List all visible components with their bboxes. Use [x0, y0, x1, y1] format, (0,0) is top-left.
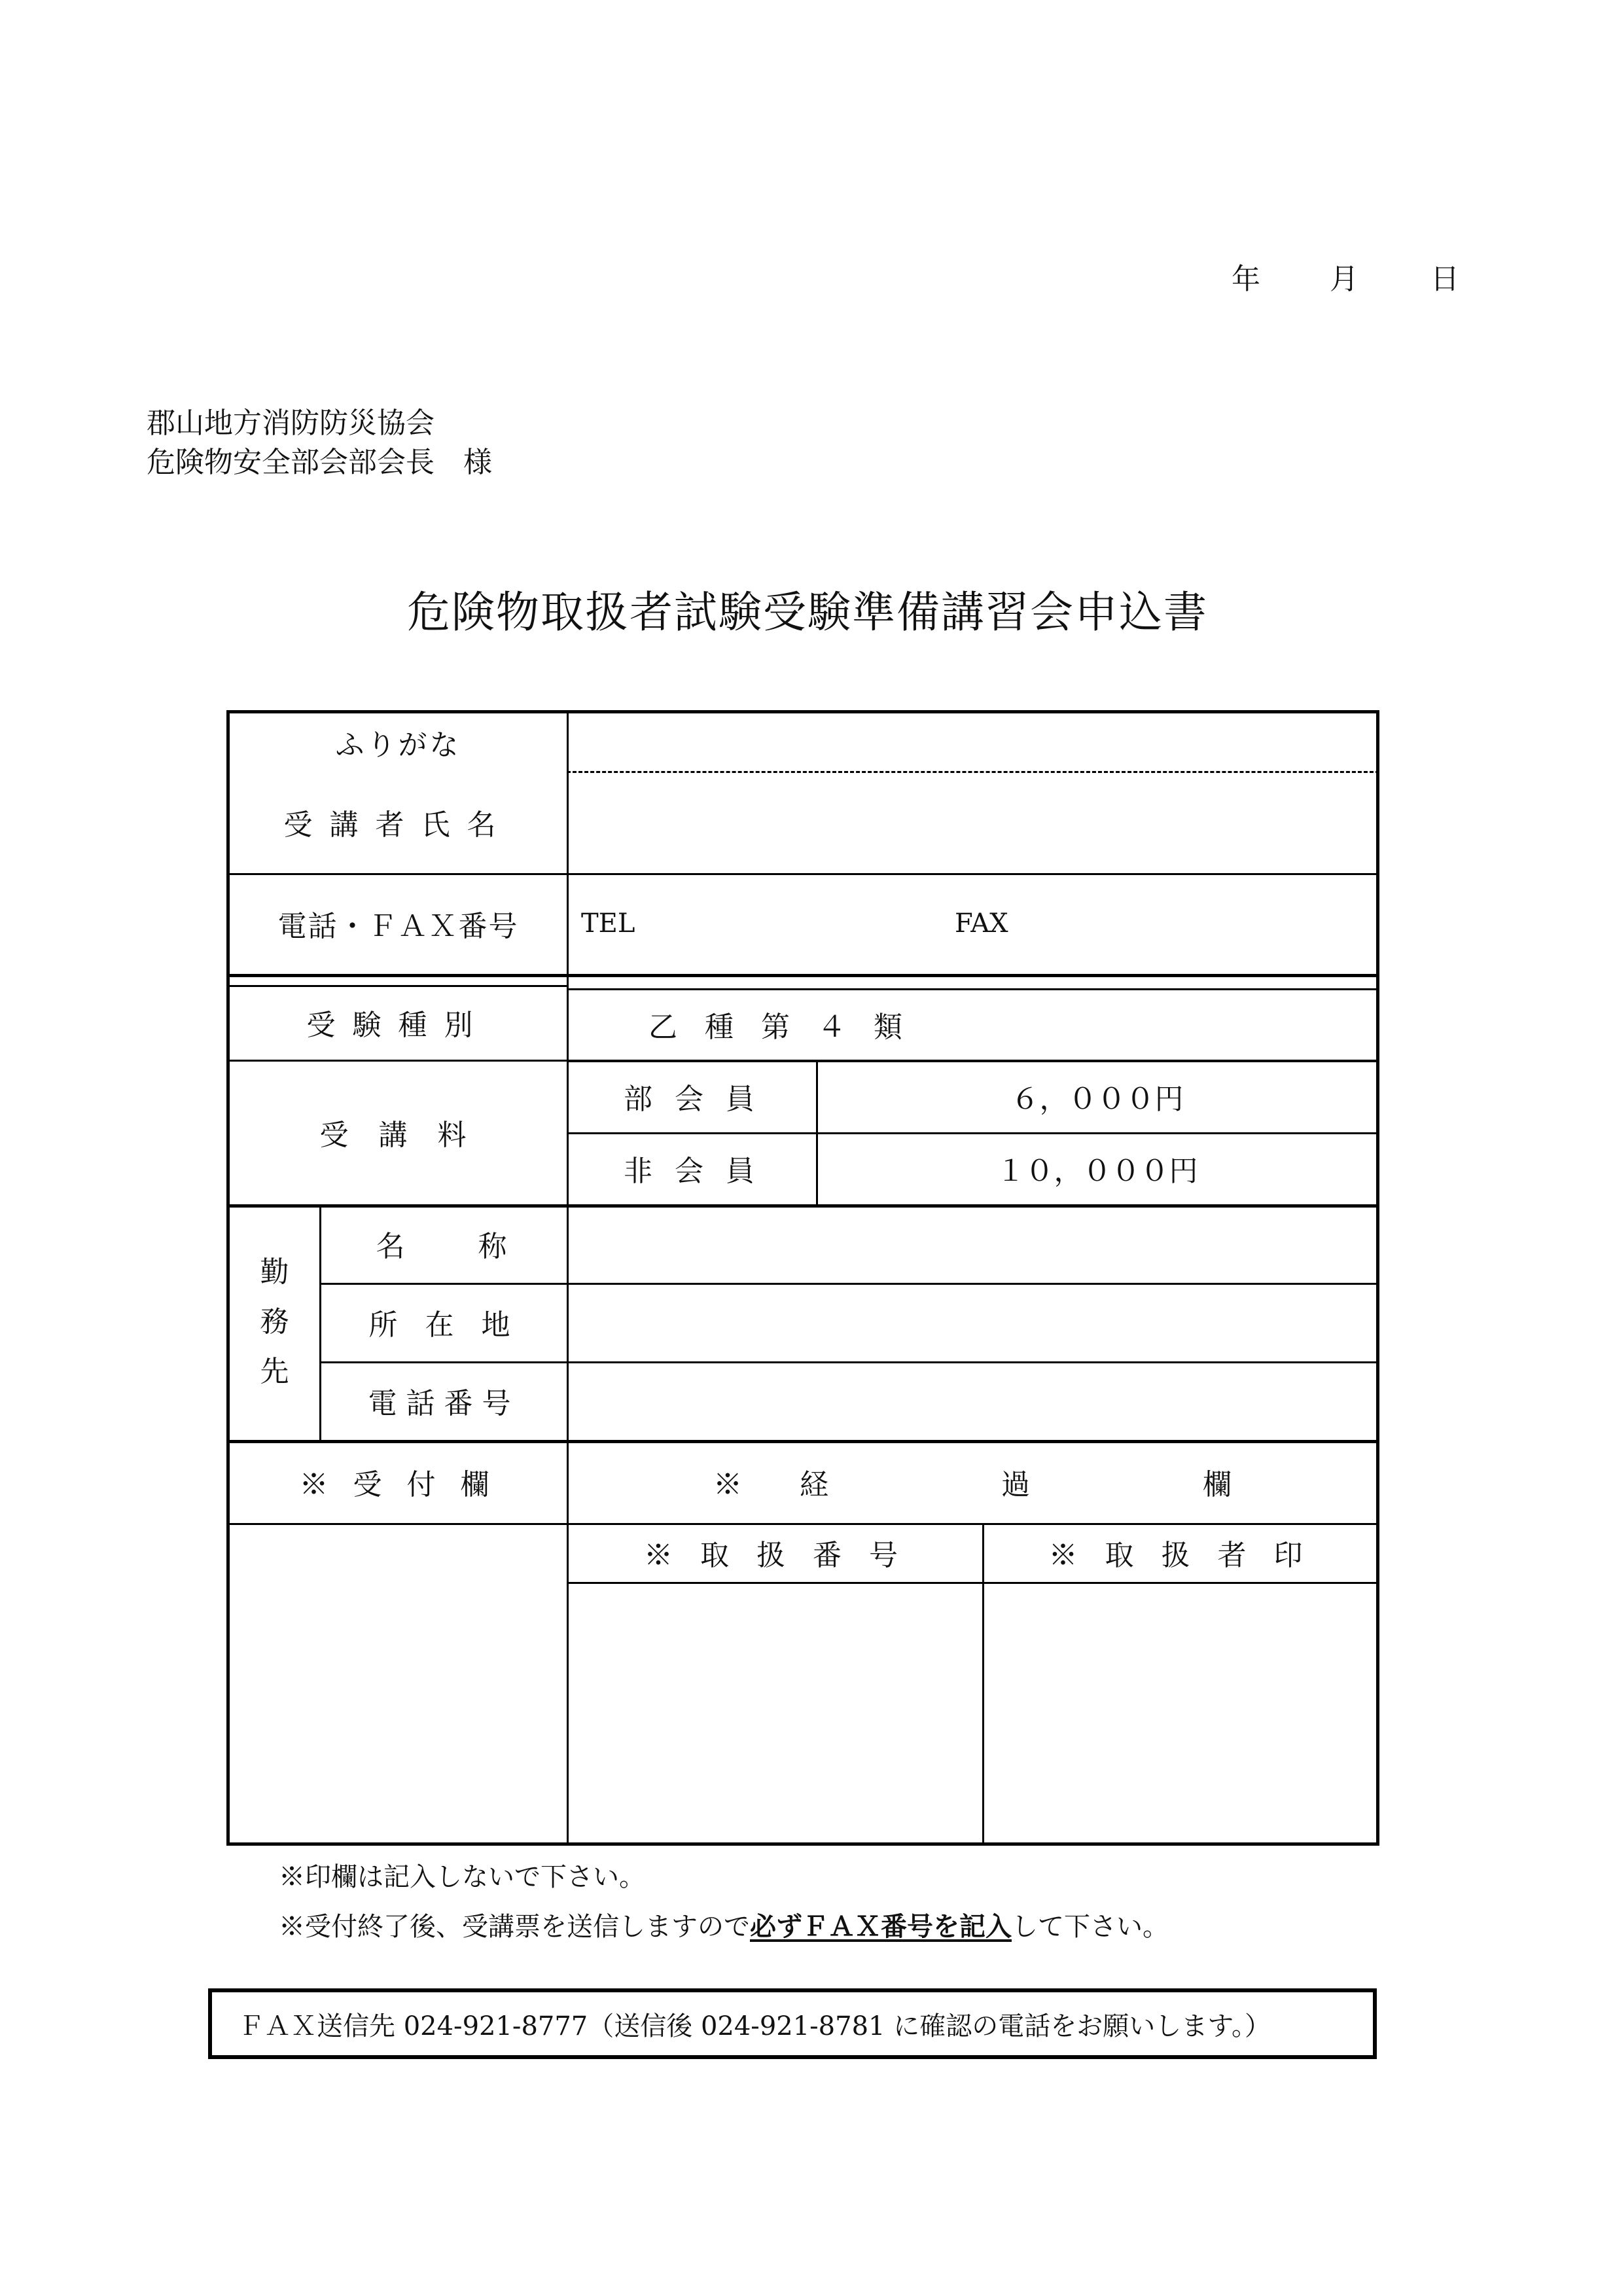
- handling-number-label: ※ 取 扱 番 号: [644, 1539, 907, 1572]
- reception-box: [230, 1525, 567, 1842]
- name-field[interactable]: [569, 771, 1376, 873]
- fee-label: 受 講 料: [319, 1118, 477, 1152]
- page-title: 危険物取扱者試験受験準備講習会申込書: [407, 587, 1208, 637]
- workplace-name-label: 名 称: [376, 1230, 512, 1263]
- furigana-field[interactable]: [569, 713, 1376, 771]
- tel-label: TEL: [581, 908, 635, 939]
- addressee-organization: 郡山地方消防防災協会: [147, 406, 435, 440]
- workplace-address-field[interactable]: [569, 1283, 1376, 1361]
- fax-destination-box: [208, 1988, 1377, 2059]
- fee-nonmember-value: １０，０００円: [996, 1155, 1198, 1188]
- phone-fax-label: 電話・ＦＡＸ番号: [277, 910, 519, 943]
- addressee-recipient: 危険物安全部会部会長 様: [147, 446, 492, 479]
- date-year-label: 年: [1232, 262, 1260, 296]
- fax-label: FAX: [955, 908, 1008, 939]
- fee-member-value: ６，０００円: [1010, 1083, 1184, 1116]
- fax-destination-text: ＦＡＸ送信先 024-921-8777（送信後 024-921-8781 に確認の電話をお願いします。）: [238, 2011, 1271, 2041]
- fee-nonmember-label: 非 会 員: [624, 1155, 761, 1188]
- row-divider: [230, 974, 1376, 977]
- workplace-address-label: 所 在 地: [368, 1308, 520, 1342]
- handling-number-box: [569, 1584, 982, 1842]
- date-month-label: 月: [1330, 262, 1358, 296]
- progress-label: ※ 経 過 欄: [713, 1467, 1232, 1501]
- workplace-name-field[interactable]: [569, 1204, 1376, 1283]
- note-emphasis: 必ずＦＡＸ番号を記入: [750, 1911, 1012, 1942]
- handler-seal-label: ※ 取 扱 者 印: [1048, 1539, 1312, 1572]
- date-day-label: 日: [1430, 262, 1459, 296]
- workplace-label: 勤 務 先: [260, 1255, 289, 1388]
- fee-member-label: 部 会 員: [624, 1083, 761, 1116]
- fax-field[interactable]: [1028, 890, 1355, 956]
- workplace-phone-label: 電話番号: [368, 1387, 520, 1420]
- furigana-label: ふりがな: [335, 728, 461, 762]
- note-text: ※受付終了後、受講票を送信しますので: [279, 1912, 750, 1942]
- exam-type-value: 乙 種 第 ４ 類: [648, 1010, 912, 1044]
- application-form: [226, 710, 1379, 1846]
- note-seal-field: ※印欄は記入しないで下さい。: [279, 1862, 645, 1892]
- note-text: して下さい。: [1012, 1912, 1169, 1942]
- note-fax-required: [279, 1906, 1169, 1943]
- tel-field[interactable]: [648, 890, 936, 956]
- reception-label: ※ 受 付 欄: [299, 1467, 497, 1501]
- handler-seal-box: [984, 1584, 1376, 1842]
- exam-type-label: 受験種別: [306, 1009, 490, 1042]
- name-label: 受講者氏名: [283, 808, 513, 842]
- workplace-phone-field[interactable]: [569, 1361, 1376, 1440]
